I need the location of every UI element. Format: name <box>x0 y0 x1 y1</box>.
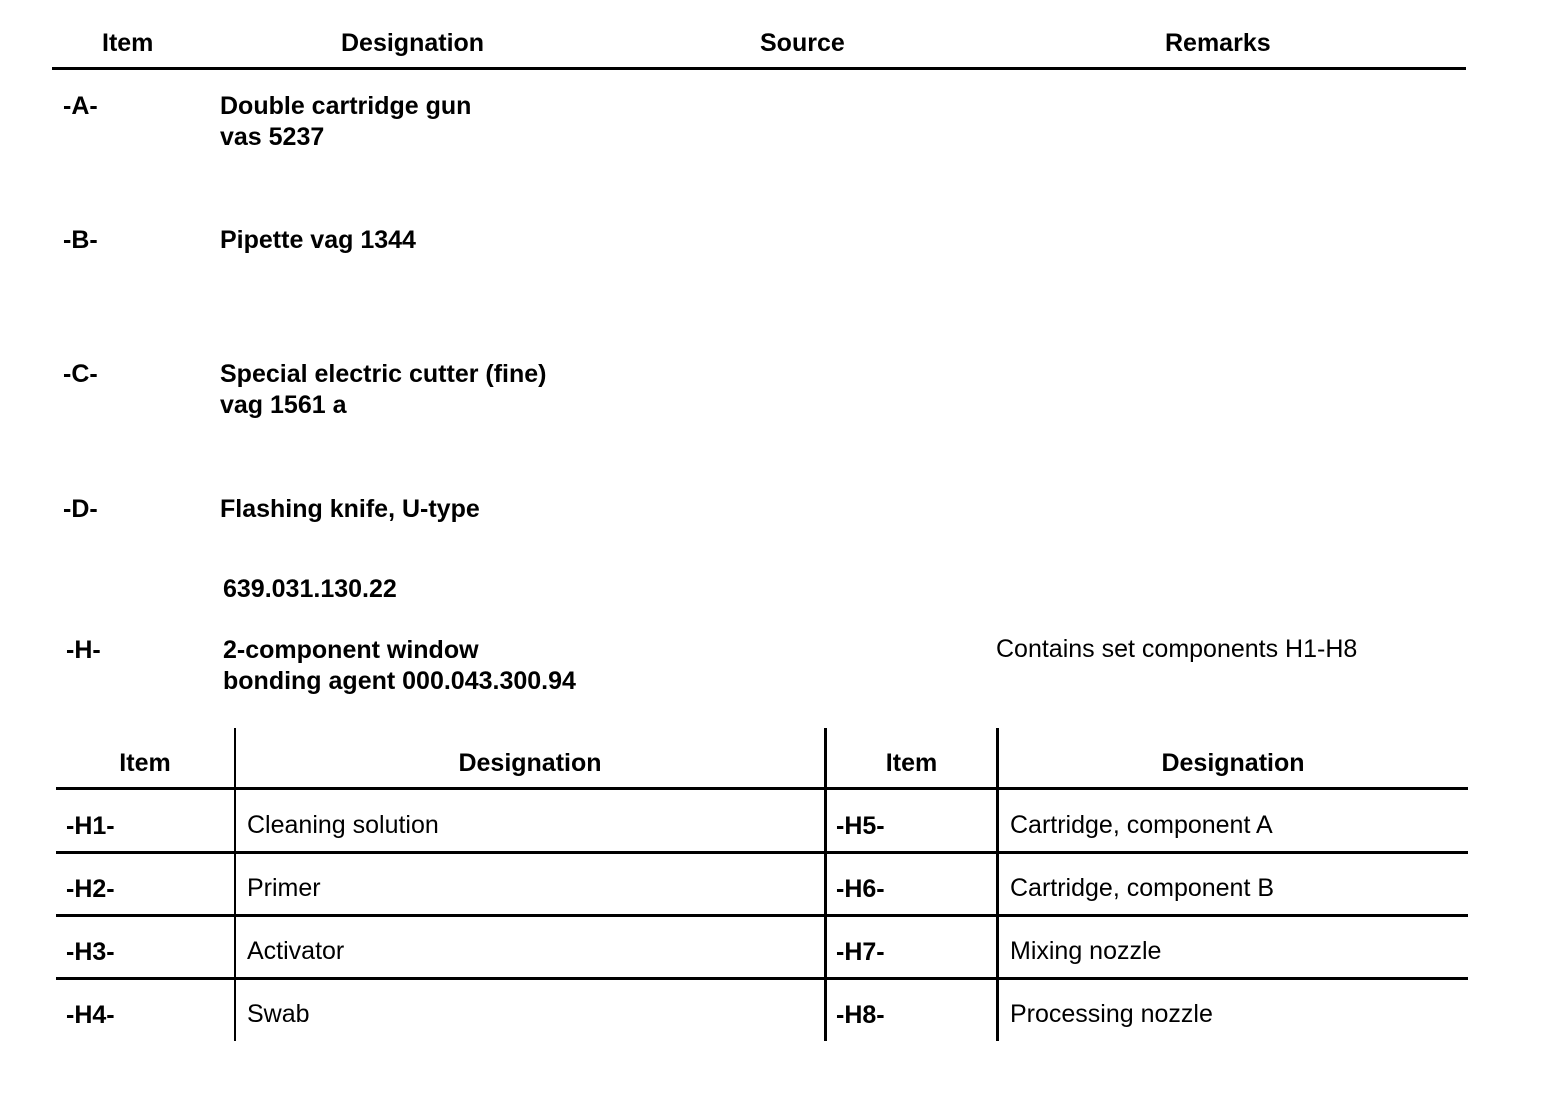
row-d-designation: Flashing knife, U-type <box>220 495 480 523</box>
sub-row-3-designation-left: Activator <box>247 937 345 965</box>
header-item: Item <box>102 29 154 57</box>
row-c-designation-line1: Special electric cutter (fine) <box>220 360 547 388</box>
sub-row-1-item-left: -H1- <box>66 812 115 840</box>
sub-row-3-item-right: -H7- <box>836 938 885 966</box>
sub-table-hline-2 <box>56 914 1468 917</box>
part-number: 639.031.130.22 <box>223 575 397 603</box>
row-c-item: -C- <box>63 360 98 388</box>
sub-row-2-item-right: -H6- <box>836 875 885 903</box>
row-b-item: -B- <box>63 226 98 254</box>
sub-header-item-right: Item <box>885 749 938 777</box>
header-designation: Designation <box>341 29 485 57</box>
sub-row-2-designation-right: Cartridge, component B <box>1010 874 1275 902</box>
sub-row-1-designation-right: Cartridge, component A <box>1010 811 1273 839</box>
row-c-designation-line2: vag 1561 a <box>220 391 347 419</box>
sub-table-hline-header <box>56 787 1468 790</box>
sub-header-designation-left: Designation <box>458 749 602 777</box>
sub-row-2-item-left: -H2- <box>66 875 115 903</box>
sub-table-hline-3 <box>56 977 1468 980</box>
header-remarks: Remarks <box>1165 29 1271 57</box>
row-a-item: -A- <box>63 92 98 120</box>
row-h-designation-line1: 2-component window <box>223 636 479 664</box>
sub-row-1-item-right: -H5- <box>836 812 885 840</box>
sub-row-2-designation-left: Primer <box>247 874 321 902</box>
row-h-remarks: Contains set components H1-H8 <box>996 635 1358 663</box>
sub-table-hline-1 <box>56 851 1468 854</box>
header-divider <box>52 67 1466 70</box>
sub-header-designation-right: Designation <box>1161 749 1305 777</box>
row-a-designation-line2: vas 5237 <box>220 123 325 151</box>
sub-row-4-item-left: -H4- <box>66 1001 115 1029</box>
row-b-designation: Pipette vag 1344 <box>220 226 416 254</box>
row-d-item: -D- <box>63 495 98 523</box>
sub-row-3-designation-right: Mixing nozzle <box>1010 937 1162 965</box>
sub-row-4-designation-right: Processing nozzle <box>1010 1000 1213 1028</box>
sub-row-1-designation-left: Cleaning solution <box>247 811 439 839</box>
sub-row-3-item-left: -H3- <box>66 938 115 966</box>
sub-row-4-designation-left: Swab <box>247 1000 310 1028</box>
row-a-designation-line1: Double cartridge gun <box>220 92 472 120</box>
row-h-item: -H- <box>66 636 101 664</box>
sub-header-item-left: Item <box>119 749 171 777</box>
sub-row-4-item-right: -H8- <box>836 1001 885 1029</box>
row-h-designation-line2: bonding agent 000.043.300.94 <box>223 667 576 695</box>
header-source: Source <box>760 29 845 57</box>
